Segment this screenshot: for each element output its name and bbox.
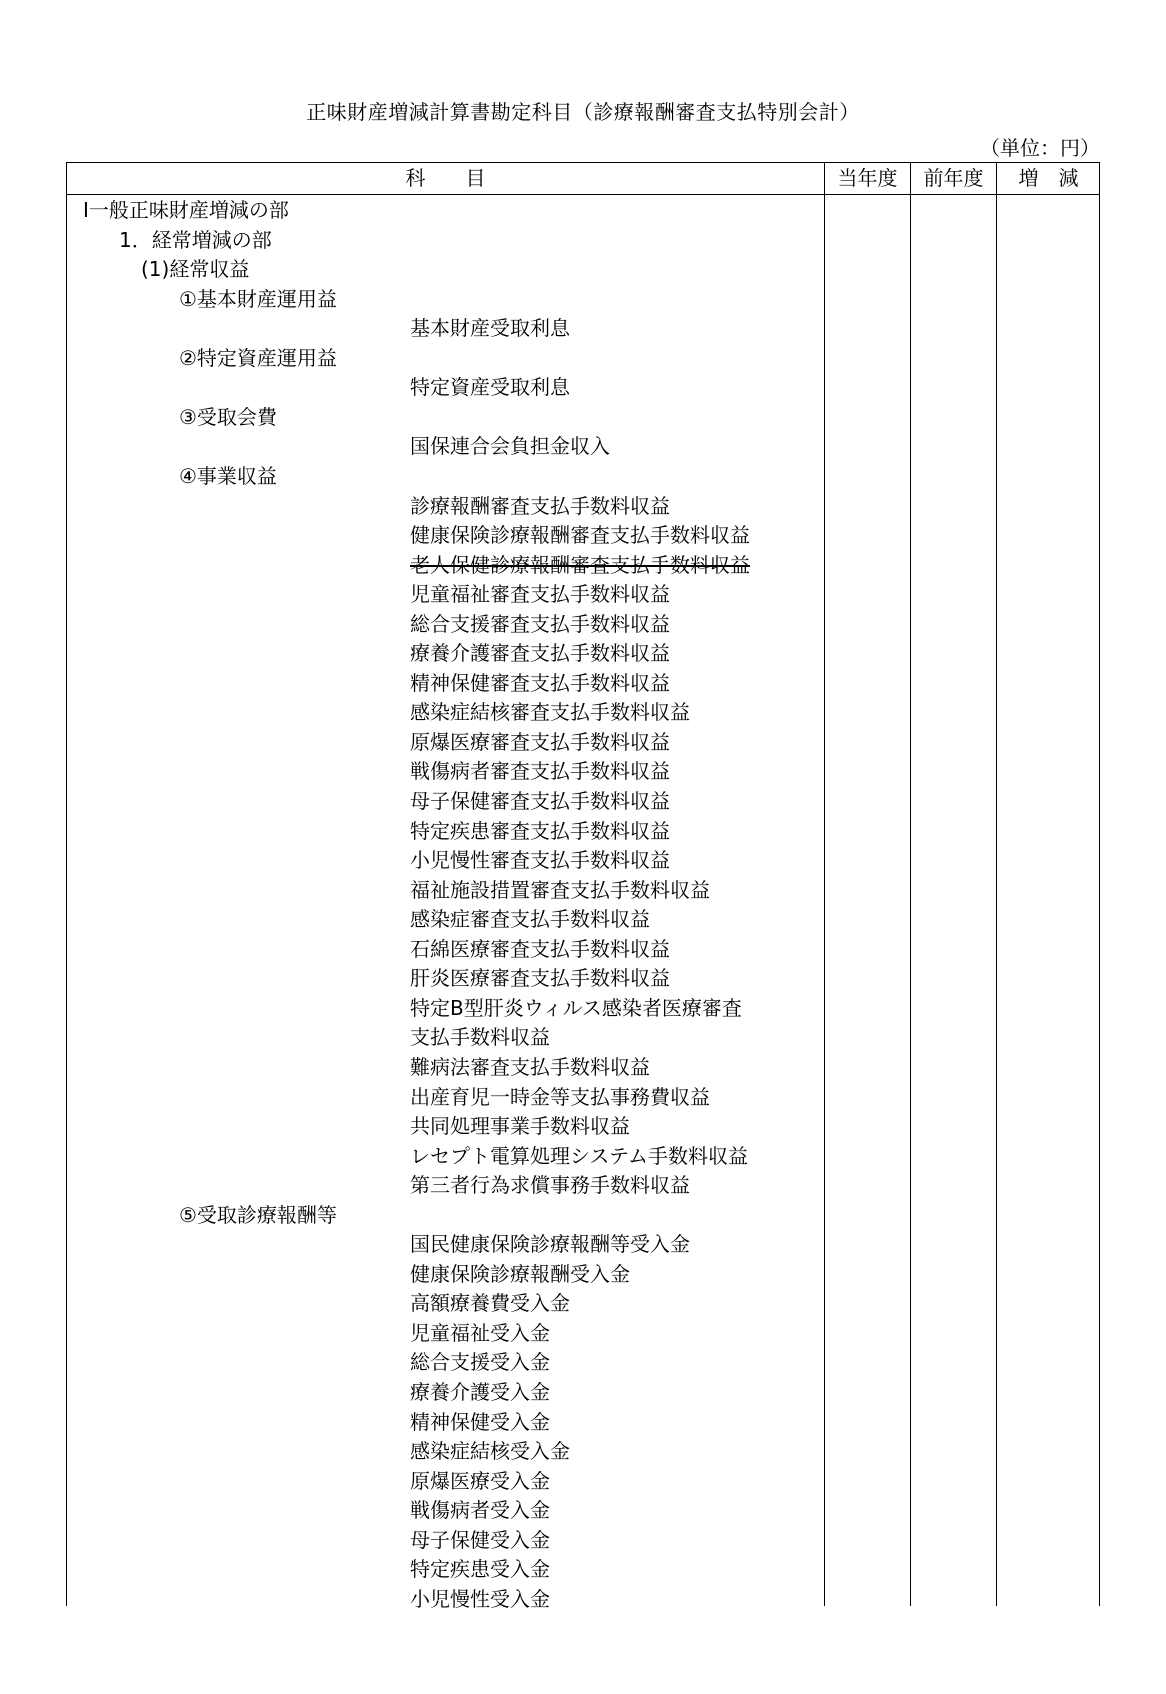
account-row: 国民健康保険診療報酬等受入金	[410, 1232, 690, 1257]
account-row: 母子保健受入金	[410, 1527, 550, 1552]
account-row: 戦傷病者受入金	[410, 1498, 550, 1523]
account-row: 国保連合会負担金収入	[410, 434, 610, 459]
account-row: 母子保健審査支払手数料収益	[410, 789, 670, 813]
account-row: 感染症結核受入金	[410, 1439, 570, 1464]
account-row: 小児慢性受入金	[410, 1586, 550, 1611]
account-row: 原爆医療受入金	[410, 1468, 550, 1493]
account-row: 1．経常増減の部	[119, 227, 272, 252]
account-row: 福祉施設措置審査支払手数料収益	[410, 877, 710, 902]
account-row: 小児慢性審査支払手数料収益	[410, 848, 670, 873]
account-row: 肝炎医療審査支払手数料収益	[410, 966, 670, 991]
account-row: 高額療養費受入金	[410, 1291, 570, 1316]
account-row: 第三者行為求償事務手数料収益	[410, 1173, 690, 1198]
account-row: 総合支援審査支払手数料収益	[410, 611, 670, 636]
account-row: Ⅰ一般正味財産増減の部	[83, 198, 289, 222]
account-row: ①基本財産運用益	[179, 286, 337, 311]
account-row: 健康保険診療報酬審査支払手数料収益	[410, 523, 750, 548]
account-row: 児童福祉受入金	[410, 1320, 550, 1345]
account-row: 支払手数料収益	[410, 1025, 550, 1050]
account-row: 原爆医療審査支払手数料収益	[410, 729, 670, 754]
account-row: ②特定資産運用益	[179, 345, 337, 370]
header-change: 増 減	[1018, 166, 1079, 190]
account-row: 診療報酬審査支払手数料収益	[410, 493, 670, 518]
account-row: 石綿医療審査支払手数料収益	[410, 936, 670, 961]
account-row: 感染症結核審査支払手数料収益	[410, 700, 690, 725]
account-row: 特定疾患審査支払手数料収益	[410, 818, 670, 843]
account-row: 療養介護受入金	[410, 1380, 550, 1404]
account-table	[66, 162, 1100, 1611]
unit-label: （単位：円）	[980, 136, 1100, 160]
header-divider	[67, 194, 1099, 195]
header-current-year: 当年度	[837, 166, 898, 190]
account-row: 精神保健審査支払手数料収益	[410, 670, 670, 695]
account-row: 総合支援受入金	[410, 1350, 550, 1375]
account-row: 感染症審査支払手数料収益	[410, 907, 650, 932]
page-title: 正味財産増減計算書勘定科目（診療報酬審査支払特別会計）	[306, 100, 860, 124]
account-row: レセプト電算処理システム手数料収益	[410, 1143, 748, 1168]
account-row: (1)経常収益	[141, 257, 250, 282]
account-row: 健康保険診療報酬受入金	[410, 1261, 630, 1286]
column-divider	[996, 163, 997, 1606]
account-row: 共同処理事業手数料収益	[410, 1114, 630, 1139]
account-row: 戦傷病者審査支払手数料収益	[410, 759, 670, 784]
account-row: 精神保健受入金	[410, 1409, 550, 1434]
account-row: ⑤受取診療報酬等	[179, 1202, 337, 1227]
account-row: 特定疾患受入金	[410, 1557, 550, 1582]
account-row: 療養介護審査支払手数料収益	[410, 641, 670, 666]
header-previous-year: 前年度	[923, 166, 984, 190]
account-row: ③受取会費	[179, 404, 277, 429]
account-row: 児童福祉審査支払手数料収益	[410, 582, 670, 607]
account-row: 基本財産受取利息	[410, 316, 570, 341]
account-row: 特定資産受取利息	[410, 375, 570, 400]
account-row: ④事業収益	[179, 463, 277, 488]
column-divider	[824, 163, 825, 1606]
account-row: 老人保健診療報酬審査支払手数料収益	[410, 552, 750, 577]
account-row: 難病法審査支払手数料収益	[410, 1054, 650, 1079]
column-divider	[910, 163, 911, 1606]
header-subject: 科 目	[405, 166, 486, 190]
account-row: 特定B型肝炎ウィルス感染者医療審査	[410, 995, 742, 1020]
account-row: 出産育児一時金等支払事務費収益	[410, 1084, 710, 1109]
